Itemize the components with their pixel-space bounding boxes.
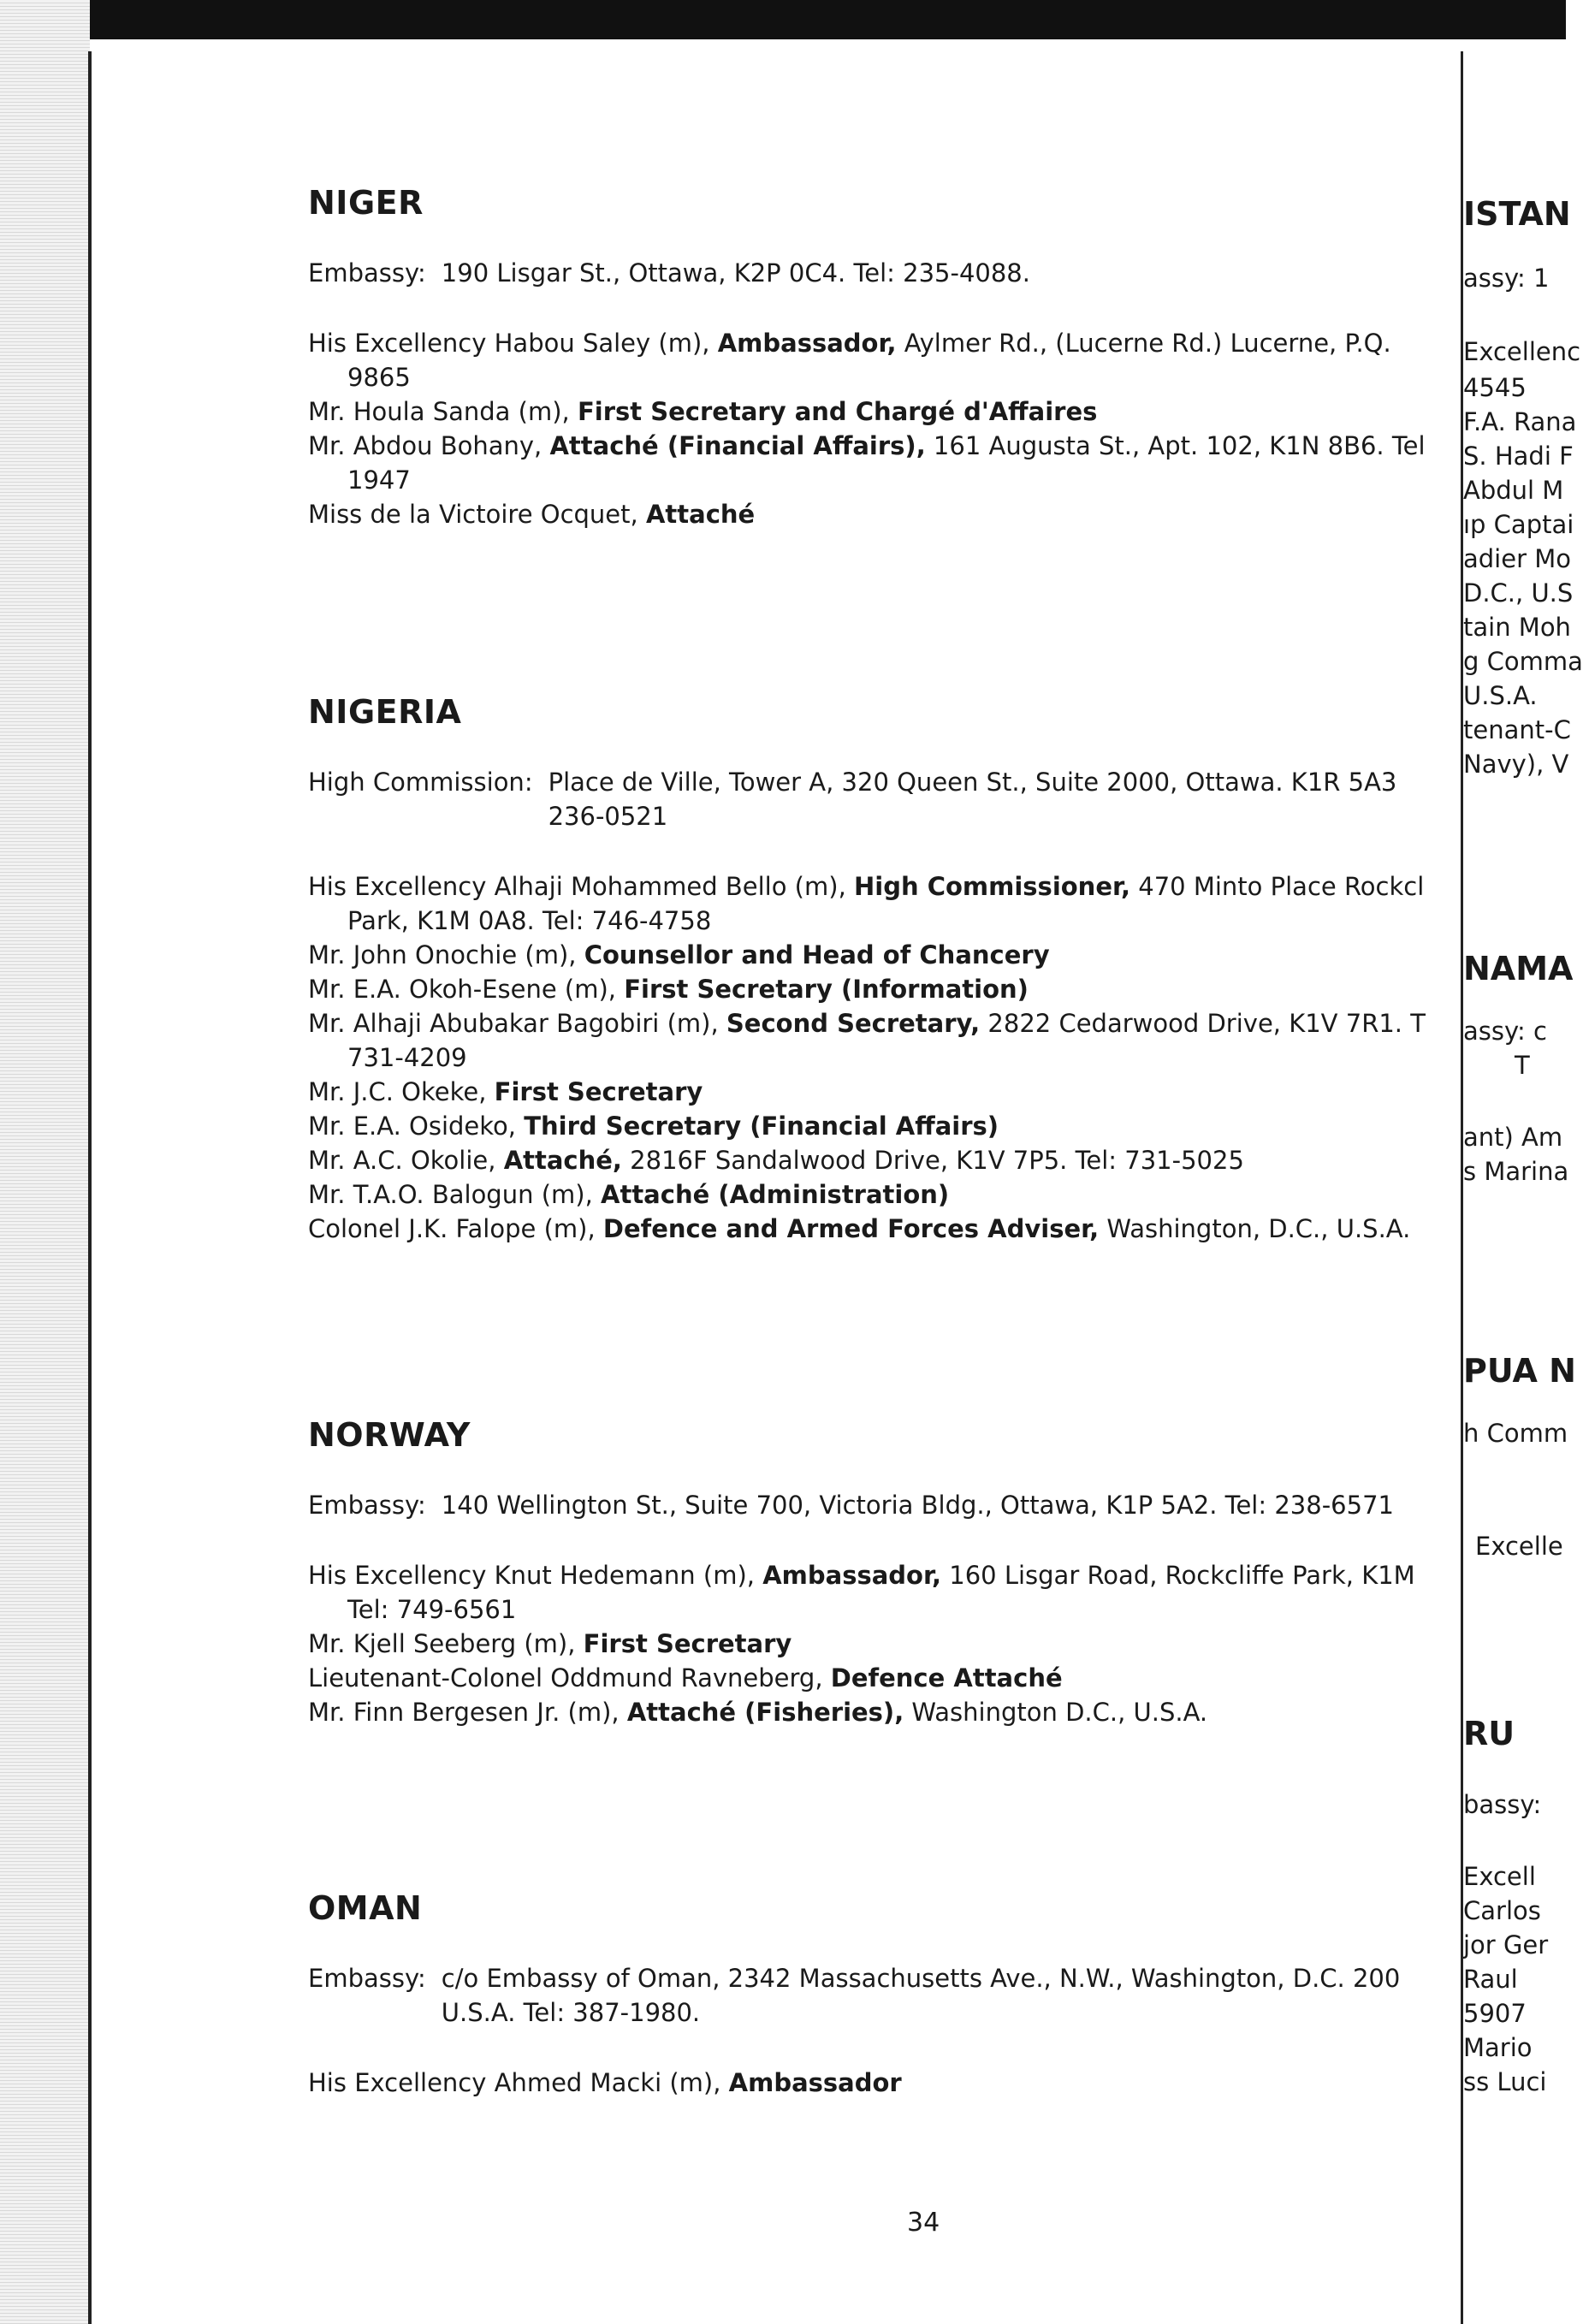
clipped-line: T [1515, 1051, 1530, 1080]
staff-name: His Excellency Ahmed Macki (m), [308, 2068, 729, 2097]
staff-detail: 2816F Sandalwood Drive, K1V 7P5. Tel: 731-5025 [621, 1146, 1244, 1175]
clipped-heading: NAMA [1463, 950, 1574, 987]
staff-title: First Secretary [583, 1629, 792, 1658]
staff-title: Ambassador, [762, 1561, 942, 1590]
staff-entry [308, 1558, 1446, 1627]
staff-title: Ambassador [728, 2068, 902, 2097]
scan-left-edge [0, 0, 90, 2324]
staff-title: Defence and Armed Forces Adviser, [602, 1214, 1100, 1243]
staff-name: Mr. Alhaji Abubakar Bagobiri (m), [308, 1009, 726, 1038]
clipped-line: D.C., U.S [1463, 578, 1574, 608]
staff-detail: 470 Minto Place Rockcl Park, K1M 0A8. Tel: 746-4758 [347, 872, 1425, 935]
page-number: 34 [907, 2208, 940, 2238]
staff-title: Attaché [645, 500, 756, 529]
staff-entry [308, 1212, 1446, 1246]
staff-title: High Commissioner, [854, 872, 1131, 901]
staff-title: First Secretary and Chargé d'Affaires [577, 397, 1098, 426]
staff-name: Mr. Abdou Bohany, [308, 431, 550, 460]
address-label: High Commission: [308, 768, 533, 797]
clipped-line: h Comm [1463, 1419, 1568, 1448]
embassy-address [308, 1488, 1446, 1522]
staff-name: Mr. A.C. Okolie, [308, 1146, 504, 1175]
country-heading: NIGERIA [308, 693, 462, 731]
staff-title: Attaché (Administration) [601, 1180, 950, 1209]
embassy-address [308, 1961, 1446, 2030]
staff-name: Mr. Kjell Seeberg (m), [308, 1629, 584, 1658]
address-label: Embassy: [308, 1491, 426, 1520]
clipped-line: bassy: [1463, 1790, 1542, 1819]
clipped-line: Excelle [1475, 1532, 1563, 1561]
staff-detail: 2822 Cedarwood Drive, K1V 7R1. T 731-4209 [347, 1009, 1426, 1072]
staff-name: Mr. Finn Bergesen Jr. (m), [308, 1698, 627, 1727]
clipped-line: assy: c [1463, 1017, 1547, 1046]
clipped-adjacent-column [1463, 39, 1583, 2324]
staff-entry [308, 1177, 1446, 1212]
staff-name: Mr. E.A. Okoh-Esene (m), [308, 975, 625, 1004]
section-nigeria [308, 693, 1446, 1246]
staff-entry [308, 1109, 1446, 1143]
section-norway [308, 1416, 1446, 1729]
staff-title: Attaché, [503, 1146, 622, 1175]
staff-name: Colonel J.K. Falope (m), [308, 1214, 603, 1243]
staff-entry [308, 1143, 1446, 1177]
clipped-line: Mario [1463, 2033, 1533, 2062]
country-heading: NORWAY [308, 1416, 471, 1454]
staff-name: Mr. Houla Sanda (m), [308, 397, 578, 426]
clipped-line: 5907 [1463, 1999, 1527, 2028]
clipped-line: tenant-C [1463, 715, 1571, 744]
address-value: Place de Ville, Tower A, 320 Queen St., Suite 2000, Ottawa. K1R 5A3 236-0521 [548, 768, 1397, 831]
high-commission-address [308, 765, 1446, 833]
address-label: Embassy: [308, 1964, 426, 1993]
staff-entry [308, 326, 1446, 394]
section-niger [308, 184, 1446, 531]
clipped-line: s Marina [1463, 1157, 1569, 1186]
staff-entry [308, 869, 1446, 938]
staff-entry [308, 497, 1446, 531]
staff-title: Attaché (Fisheries), [626, 1698, 904, 1727]
section-oman [308, 1889, 1446, 2100]
clipped-line: adier Mo [1463, 544, 1571, 573]
clipped-line: F.A. Rana [1463, 407, 1577, 436]
clipped-line: ıp Captai [1463, 510, 1574, 539]
staff-detail: Aylmer Rd., (Lucerne Rd.) Lucerne, P.Q. 9865 [347, 329, 1391, 392]
staff-entry [308, 1695, 1446, 1729]
clipped-line: jor Ger [1463, 1930, 1549, 1959]
staff-name: Mr. T.A.O. Balogun (m), [308, 1180, 602, 1209]
staff-entry [308, 1627, 1446, 1661]
address-value: 190 Lisgar St., Ottawa, K2P 0C4. Tel: 235-4088. [441, 258, 1030, 288]
clipped-line: U.S.A. [1463, 681, 1538, 710]
clipped-line: Raul [1463, 1965, 1518, 1994]
clipped-line: Excellenc [1463, 337, 1581, 366]
clipped-line: assy: 1 [1463, 264, 1550, 293]
staff-entry [308, 429, 1446, 497]
staff-entry [308, 1075, 1446, 1109]
clipped-line: ant) Am [1463, 1123, 1563, 1152]
staff-name: Mr. John Onochie (m), [308, 940, 584, 969]
staff-title: Counsellor and Head of Chancery [584, 940, 1050, 969]
country-heading: OMAN [308, 1889, 423, 1927]
staff-name: Mr. E.A. Osideko, [308, 1112, 525, 1141]
clipped-line: 4545 [1463, 373, 1527, 402]
clipped-heading: PUA N [1463, 1352, 1576, 1390]
staff-detail: 160 Lisgar Road, Rockcliffe Park, K1M Tel: 749-6561 [347, 1561, 1415, 1624]
staff-entry [308, 2066, 1446, 2100]
clipped-heading: ISTAN [1463, 195, 1571, 233]
staff-name: Lieutenant-Colonel Oddmund Ravneberg, [308, 1663, 831, 1693]
scan-top-border [0, 0, 1566, 39]
staff-title: First Secretary (Information) [624, 975, 1029, 1004]
staff-title: Attaché (Financial Affairs), [549, 431, 926, 460]
clipped-heading: RU [1463, 1715, 1515, 1752]
staff-name: His Excellency Knut Hedemann (m), [308, 1561, 763, 1590]
address-value: c/o Embassy of Oman, 2342 Massachusetts Ave., N.W., Washington, D.C. 200 U.S.A. Tel: 387-1980. [441, 1964, 1401, 2027]
staff-name: His Excellency Habou Saley (m), [308, 329, 718, 358]
address-label: Embassy: [308, 258, 426, 288]
country-heading: NIGER [308, 184, 424, 222]
staff-entry [308, 394, 1446, 429]
clipped-line: S. Hadi F [1463, 442, 1574, 471]
staff-detail: Washington D.C., U.S.A. [904, 1698, 1208, 1727]
clipped-line: Navy), V [1463, 750, 1569, 779]
staff-detail: Washington, D.C., U.S.A. [1099, 1214, 1411, 1243]
staff-title: Third Secretary (Financial Affairs) [524, 1112, 999, 1141]
address-value: 140 Wellington St., Suite 700, Victoria Bldg., Ottawa, K1P 5A2. Tel: 238-6571 [441, 1491, 1394, 1520]
staff-title: Defence Attaché [830, 1663, 1063, 1693]
clipped-line: tain Moh [1463, 613, 1571, 642]
clipped-line: ss Luci [1463, 2067, 1547, 2096]
staff-entry [308, 972, 1446, 1006]
staff-entry [308, 938, 1446, 972]
staff-title: First Secretary [494, 1077, 703, 1106]
page-left-margin-line [88, 51, 92, 2324]
staff-detail: 161 Augusta St., Apt. 102, K1N 8B6. Tel 1947 [347, 431, 1426, 495]
staff-entry [308, 1661, 1446, 1695]
clipped-line: Carlos [1463, 1896, 1541, 1925]
staff-entry [308, 1006, 1446, 1075]
staff-name: Miss de la Victoire Ocquet, [308, 500, 646, 529]
staff-title: Ambassador, [717, 329, 897, 358]
clipped-line: Excell [1463, 1862, 1536, 1891]
clipped-line: Abdul M [1463, 476, 1564, 505]
staff-title: Second Secretary, [726, 1009, 981, 1038]
clipped-line: g Comma [1463, 647, 1583, 676]
embassy-address [308, 256, 1446, 290]
staff-name: Mr. J.C. Okeke, [308, 1077, 495, 1106]
staff-name: His Excellency Alhaji Mohammed Bello (m), [308, 872, 854, 901]
page-right-gutter-line [1461, 51, 1463, 2324]
